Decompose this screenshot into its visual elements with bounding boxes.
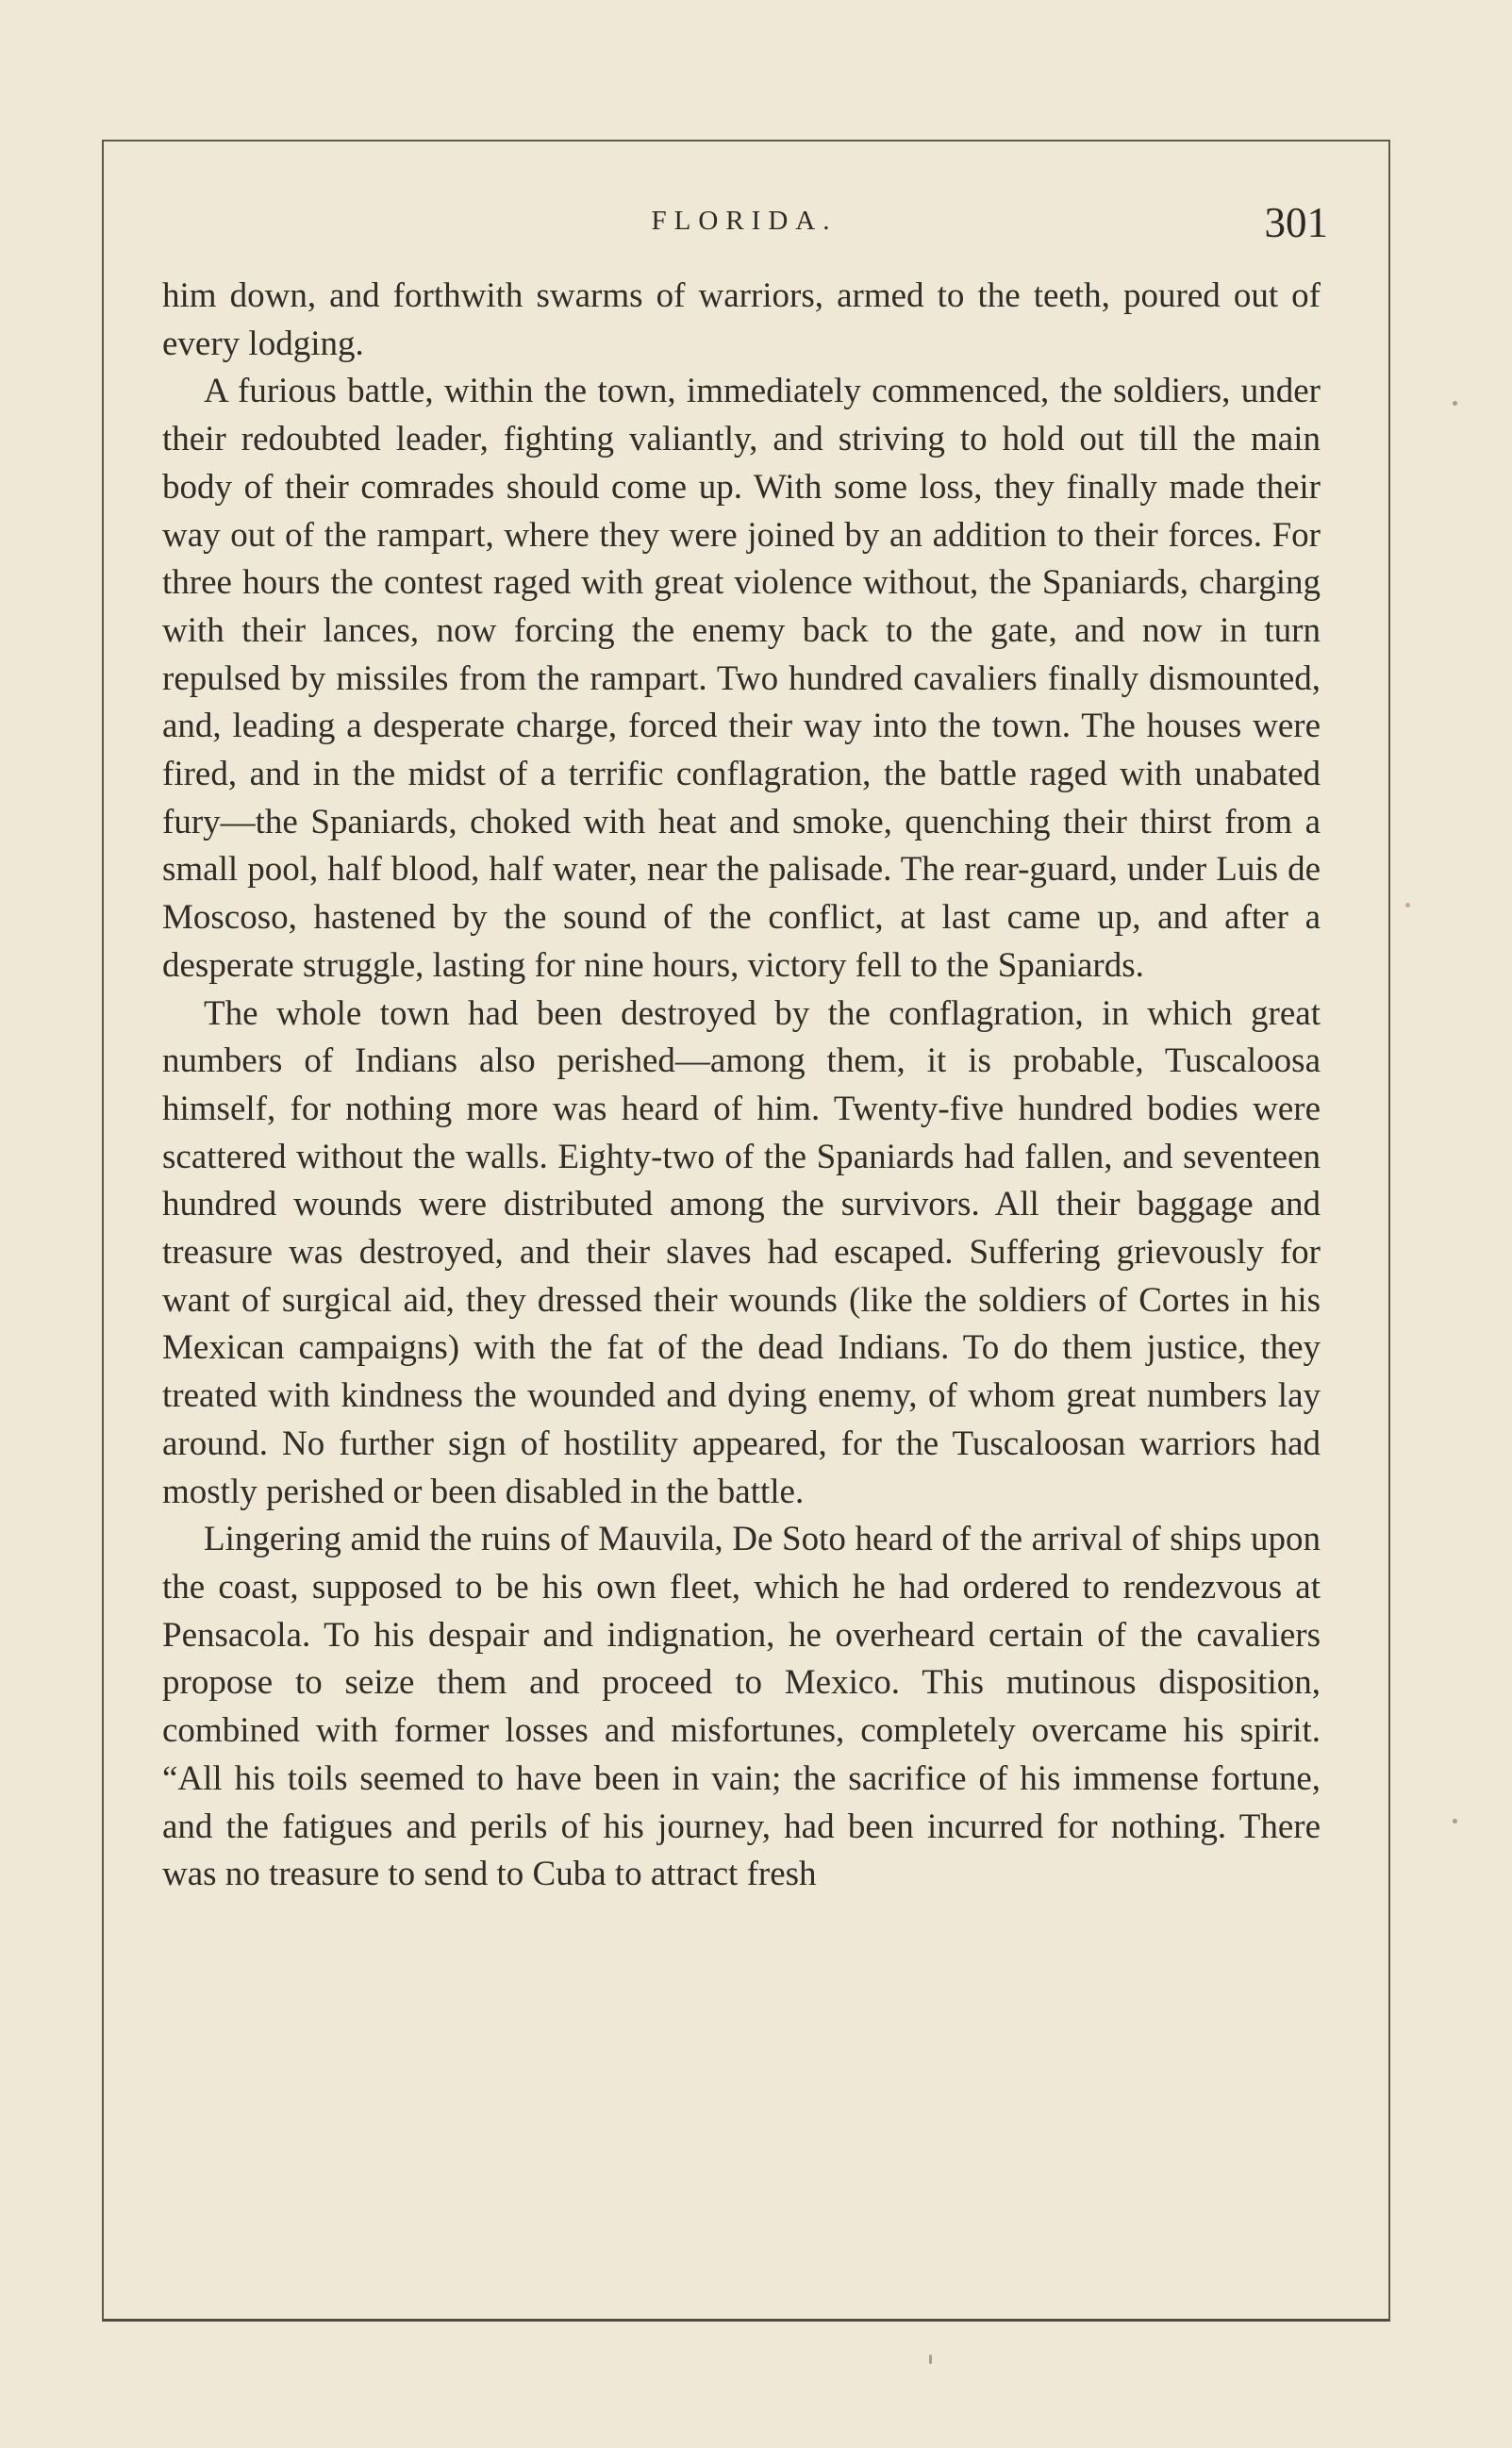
paragraph: The whole town had been destroyed by the conflagration, in which great numbers of Indians also perished—among them, it is probable, Tuscaloosa himself, for nothing more was heard of him. Twenty-five hundred bodies were scattered without the walls. Eighty-two of the Spaniards had fallen, and seventeen hundred wounds were distributed among the survivors. All their baggage and treasure was destroyed, and their slaves had escaped. Suffering grievously for want of surgical aid, they dressed their wounds (like the soldiers of Cortes in his Mexican campaigns) with the fat of the dead Indians. To do them justice, they treated with kindness the wounded and dying enemy, of whom great numbers lay around. No further sign of hostility appeared, for the Tuscaloosan warriors had mostly perished or been disabled in the battle. [162,993,1321,1511]
running-head [160,198,1328,255]
paper-speck [1453,401,1457,406]
paragraph: Lingering amid the ruins of Mauvila, De Soto heard of the arrival of ships upon the coast, supposed to be his own fleet, which he had ordered to rendezvous at Pensacola. To his despair and indignation, he overheard certain of the cavaliers propose to seize them and proceed to Mexico. This mutinous disposition, combined with former losses and misfortunes, completely overcame his spirit. “All his toils seemed to have been in vain; the sacrifice of his immense fortune, and the fatigues and perils of his journey, had been incurred for nothing. There was no treasure to send to Cuba to attract fresh [162,1520,1321,1894]
paragraph-continued: him down, and forthwith swarms of warriors, armed to the teeth, poured out of every lodging. [162,276,1321,363]
page-number: 301 [1264,199,1328,246]
paragraph: A furious battle, within the town, immediately commenced, the soldiers, under their redoubted leader, fighting valiantly, and striving to hold out till the main body of their comrades should come up. With some loss, they finally made their way out of the rampart, where they were joined by an addition to their forces. For three hours the contest raged with great violence without, the Spaniards, charging with their lances, now forcing the enemy back to the gate, and now in turn repulsed by missiles from the rampart. Two hundred cavaliers finally dismounted, and, leading a desperate charge, forced their way into the town. The houses were fired, and in the midst of a terrific conflagration, the battle raged with unabated fury—the Spaniards, choked with heat and smoke, quenching their thirst from a small pool, half blood, half water, near the palisade. The rear-guard, under Luis de Moscoso, hastened by the sound of the conflict, at last came up, and after a desperate struggle, lasting for nine hours, victory fell to the Spaniards. [162,372,1321,985]
paper-speck [929,2355,932,2364]
running-title: FLORIDA. [651,206,838,236]
paper-speck [1405,903,1410,908]
paper-speck [1453,1819,1457,1824]
body-text [162,273,1321,1899]
